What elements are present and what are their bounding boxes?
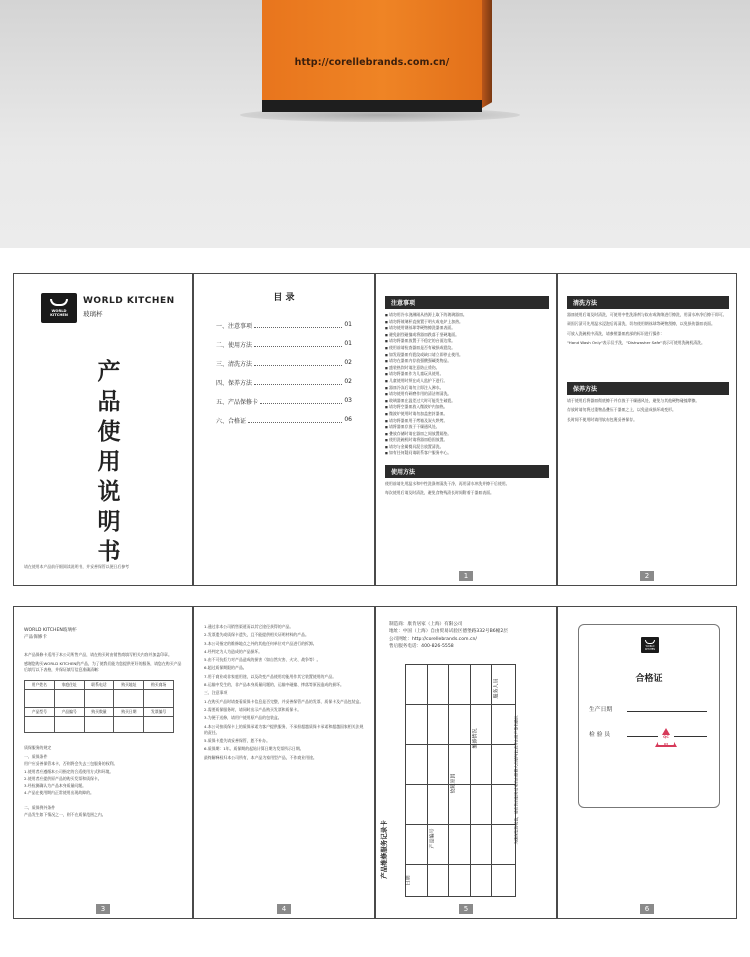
record-col-repair: 维修情况 <box>472 728 479 749</box>
record-column <box>428 665 450 896</box>
logo-line-1: WORLD <box>645 645 655 648</box>
cover-note: 请在使用本产品前仔细阅读说明书，并妥善保管以便日后参考 <box>24 564 130 569</box>
toc-item-label: 六、合格证 <box>216 418 247 425</box>
exception-item: 2.发票遗失或质保卡遗失，且不能提供相关证明材料的产品。 <box>204 632 309 638</box>
exceptions-text: 产品发生如下情况之一，则不在质保范围之内。 <box>24 812 106 818</box>
note-item: ■ 叠放存储时请在器皿之间放置隔垫。 <box>385 431 549 438</box>
note-item: ■ 请勿将器皿作为儿童玩具使用。 <box>385 371 549 378</box>
table-header-cell: 联系电话 <box>84 680 114 689</box>
rule-item: 1.使用者应遵循本公司指定的合适使用方式和环境。 <box>24 768 114 774</box>
certificate-card <box>578 624 720 808</box>
record-column <box>471 665 493 896</box>
table-header-cell: 产品型号 <box>25 707 55 716</box>
note-item: ■ 请勿将器皿用于烤箱及炭火烘烤。 <box>385 418 549 425</box>
section-heading-cleaning: 清洗方法 <box>567 296 729 309</box>
toc-item-page: 02 <box>344 378 352 385</box>
record-column <box>406 665 428 896</box>
rule-item: 用户应妥善保管本卡，否则将会失去三包服务的权利。 <box>24 761 118 767</box>
record-col-date: 日期 <box>405 875 412 886</box>
note-item: ■ 使用洗碗机时请将器皿稳固放置。 <box>385 437 549 444</box>
table-row <box>25 716 174 732</box>
table-header-cell: 用户姓名 <box>25 680 55 689</box>
exception-item: 1.通过非本公司销售渠道而以其它途径获得的产品。 <box>204 624 294 629</box>
exception-item: 8.运输中发生的，非产品本身质量问题的，运输中碰撞、摔落等原因造成的损坏。 <box>204 682 344 688</box>
cover-title-char: 说 <box>97 479 121 505</box>
exception-item: 7.用于商业或非家庭用途，以及改变产品使用功能用作其它装置使用的产品。 <box>204 673 337 679</box>
box-bottom-band <box>262 100 482 112</box>
section-heading-care: 保养方法 <box>567 382 729 395</box>
note-item: ■ 请勿将器皿放置于不稳定的台面边缘。 <box>385 338 549 345</box>
notice-item: 5.质保卡遗失请妥善保管，恕不补办。 <box>204 738 270 744</box>
box-side-edge <box>482 0 492 108</box>
page-number: 2 <box>640 571 654 581</box>
exception-item: 6.超过质保期限的产品。 <box>204 665 247 671</box>
rules-title: 质保服务的规定 <box>24 744 52 750</box>
logo-line-1: WORLD <box>51 309 67 313</box>
usage-paragraph: 使用前请先用温水和中性洗涤剂清洗干净，再用清水冲洗并擦干后使用。 <box>385 481 510 487</box>
note-item: ■ 请勿将玻璃杯直接置于明火或电炉上加热。 <box>385 319 549 326</box>
table-header-cell: 家庭住址 <box>54 680 84 689</box>
page-warranty <box>13 606 193 919</box>
cleaning-column <box>567 292 729 426</box>
care-paragraph: 存放时请勿将过重物品叠压于器皿之上，以免造成损坏或变形。 <box>567 407 676 413</box>
certificate-logo <box>641 637 659 653</box>
usage-paragraph: 每次使用后请及时清洗，避免食物残渍长时间附着于器皿表面。 <box>385 490 494 496</box>
cover-title-char: 品 <box>97 389 121 415</box>
stamp-line-2: 03 <box>663 742 669 746</box>
service-record-grid <box>405 664 516 897</box>
page-number: 1 <box>459 571 473 581</box>
notice-item: 2.需要质保服务时，请同时出示产品购买发票和质保卡。 <box>204 706 302 712</box>
note-item: ■ 请勿使用钢丝球等硬物擦洗器皿表面。 <box>385 325 549 332</box>
maker-info <box>389 621 549 651</box>
note-item: ■ 避免剧烈碰撞或将器皿跌落于坚硬地面。 <box>385 332 549 339</box>
toc-item-page: 03 <box>344 397 352 404</box>
section-heading-notes: 注意事项 <box>385 296 549 309</box>
record-col-fault: 故障原因 <box>450 773 457 794</box>
exception-item: 4.经判定为人为造成的产品损坏。 <box>204 648 263 654</box>
record-column <box>492 665 515 896</box>
page-cover <box>13 273 193 586</box>
box-url-text: http://corellebrands.com.cn/ <box>294 57 450 68</box>
page-warranty-continued <box>193 606 375 919</box>
toc-item-label: 一、注意事项 <box>216 323 253 330</box>
note-item: ■ 使用前请检查器皿是否有破损或裂纹。 <box>385 345 549 352</box>
note-item: ■ 请勿与金属餐具混合放置清洗。 <box>385 444 549 451</box>
toc-item <box>216 378 352 387</box>
brand-name-en: WORLD KITCHEN <box>83 296 175 306</box>
care-paragraph: 长时间不使用时请用软布包裹妥善保存。 <box>567 416 638 422</box>
table-header-cell: 购买数量 <box>84 707 114 716</box>
toc-item <box>216 397 352 406</box>
exceptions-title: 二、质保例外条件 <box>24 804 56 810</box>
note-item: ■ 器皿冷冻后请勿立即注入沸水。 <box>385 385 549 392</box>
rules-subtitle: 一、质保条件 <box>24 754 48 759</box>
page-notes <box>375 273 557 586</box>
toc-item-label: 二、使用方法 <box>216 342 253 349</box>
care-paragraph: 请于使用后将器皿彻底擦干并存放于干燥通风处，避免与其他硬物碰撞摩擦。 <box>567 398 700 404</box>
toc-item-page: 01 <box>344 340 352 347</box>
note-item: ■ 如发现器皿有裂纹或缺口请立即停止使用。 <box>385 352 549 359</box>
table-header-cell: 产品编号 <box>54 707 84 716</box>
toc-item <box>216 416 352 425</box>
record-side-note: 为确保您的权益，请在售后服务结束后由维修人员填写此表并由用户签名确认 <box>513 715 519 845</box>
brand-logo <box>41 293 77 323</box>
brand-name-cn: 玻璃杯 <box>83 310 103 318</box>
notice-item: 最终解释权归本公司所有，本产品为家用型产品，不作商业用途。 <box>204 754 317 760</box>
toc-title: 目 录 <box>273 293 295 303</box>
warranty-paragraph: 感谢您购买WORLD KITCHEN的产品，为了使我们能为您提供更好的服务，请您在购买产品后填写以下表格，并保证填写信息准确清晰： <box>24 661 182 673</box>
notice-item: 1.在购买产品时请查看质保卡信息是否完整，并妥善保管产品的发票、质保卡及产品包装盒。 <box>204 698 364 704</box>
warranty-company: WORLD KITCHEN玻璃杯 <box>24 628 77 633</box>
maker-website: 公司网址：http://corellebrands.com.cn/ <box>389 636 477 642</box>
toc-item-page: 02 <box>344 359 352 366</box>
box-front-face <box>262 0 482 100</box>
note-item: ■ 儿童使用时须在成人监护下进行。 <box>385 378 549 385</box>
bowl-icon <box>50 299 68 306</box>
certificate-title: 合格证 <box>635 674 663 684</box>
toc-item-page: 06 <box>344 416 352 423</box>
page-toc <box>193 273 375 586</box>
note-item: ■ 请勿用冷水浇淋刚从热源上取下的玻璃器皿。 <box>385 312 549 319</box>
record-col-product-no: 产品编号 <box>429 828 436 849</box>
cover-title-char: 用 <box>97 449 121 475</box>
cover-title-char: 明 <box>97 509 121 535</box>
cover-title-char: 产 <box>97 359 121 385</box>
cleaning-paragraph: 可放入洗碗机中清洗，请参照器皿底部的标识进行操作： <box>567 330 665 336</box>
note-item: ■ 盛装热饮时请注意防止烫伤。 <box>385 365 549 372</box>
notice-item: 3.为便于送修，请用户使用原产品的包装盒。 <box>204 715 282 721</box>
warranty-paragraph: 本产品保修卡适用于本公司所售产品，请在购买时由销售商填写相关内容并加盖印章。 <box>24 651 172 657</box>
note-item: ■ 玻璃器皿在温差过大时可能发生破裂。 <box>385 398 549 405</box>
warranty-info-table <box>24 680 174 733</box>
page-number: 5 <box>459 904 473 914</box>
production-date-label: 生产日期 <box>589 707 613 713</box>
logo-line-2: KITCHEN <box>645 648 655 651</box>
page-number: 6 <box>640 904 654 914</box>
product-photo <box>0 0 750 248</box>
page-service-record <box>375 606 557 919</box>
table-row <box>25 689 174 707</box>
toc-item <box>216 340 352 349</box>
toc-item-label: 四、保养方法 <box>216 380 253 387</box>
warranty-column <box>24 627 184 821</box>
rule-item: 4.产品在使用期内正常使用出现故障的。 <box>24 790 94 796</box>
section-heading-usage: 使用方法 <box>385 465 549 478</box>
toc-item-label: 五、产品保修卡 <box>216 399 259 406</box>
note-item: ■ 请将器皿存放于干燥通风处。 <box>385 424 549 431</box>
exception-item: 3.本公司指定的维修地点之外的其他任何单位对产品进行的拆卸。 <box>204 640 317 646</box>
table-header-cell: 购买地址 <box>114 680 144 689</box>
toc-item-page: 01 <box>344 321 352 328</box>
inspector-label: 检 验 员 <box>589 732 611 738</box>
cover-title-char: 书 <box>97 539 121 565</box>
record-card-title: 产品维修服务记录卡 <box>379 820 388 879</box>
table-header-cell: 发票编号 <box>144 707 174 716</box>
production-date-line <box>627 711 707 712</box>
logo-text <box>641 645 659 651</box>
logo-text <box>43 309 75 318</box>
toc-item-label: 三、清洗方法 <box>216 361 253 368</box>
notes-column <box>385 292 549 500</box>
maker-name: 制造商：康肯居家（上海）有限公司 <box>389 622 463 627</box>
cover-title-char: 使 <box>97 419 121 445</box>
rule-item: 3.经检测确认为产品本身质量问题。 <box>24 783 87 789</box>
notice-item: 4.本公司按质保卡上的质保承诺为客户提供服务，不承担超越质保卡承诺和超越国家相关法规的责任。 <box>204 723 364 735</box>
cleaning-paragraph: 器皿使用后请及时清洗，可使用中性洗涤剂与软布或海绵进行擦洗，用清水冲净后擦干即可。 <box>567 312 727 317</box>
record-column <box>449 665 471 896</box>
rule-item: 2.使用者应提供原产品的购买发票和质保卡。 <box>24 775 102 781</box>
service-phone: 售后服务电话：400-826-5558 <box>389 644 454 650</box>
exception-item: 5.由不可抗拒力对产品造成的损害（如自然灾害、火灾、战争等）。 <box>204 657 321 663</box>
note-item: ■ 微波炉使用时请勿加盖密封器皿。 <box>385 411 549 418</box>
page-number: 3 <box>96 904 110 914</box>
note-item: ■ 请勿在器皿内存放强酸强碱类物品。 <box>385 358 549 365</box>
table-row <box>25 707 174 716</box>
cleaning-paragraph: 顽固污渍可先用温水浸泡后再清洗，切勿使用钢丝球等硬物刮擦，以免损伤器皿表面。 <box>567 321 715 327</box>
toc-item <box>216 359 352 368</box>
table-header-cell: 购买商场 <box>144 680 174 689</box>
warranty-card-title: 产品保修卡 <box>24 635 47 641</box>
table-header-cell: 购买日期 <box>114 707 144 716</box>
exceptions-column <box>204 624 366 763</box>
cover-title <box>94 357 124 567</box>
maker-address: 地址：中国（上海）自由贸易试验区德堡路332号B6幢2层 <box>389 629 508 635</box>
note-item: ■ 如有任何疑问请联系客户服务中心。 <box>385 450 549 457</box>
page-number: 4 <box>277 904 291 914</box>
bowl-icon <box>645 640 655 644</box>
logo-line-2: KITCHEN <box>50 313 68 318</box>
cleaning-paragraph: "Hand Wash Only"表示仅手洗，"Dishwasher Safe"表示可使用洗碗机清洗。 <box>567 339 705 345</box>
record-col-staff: 服务人员 <box>493 678 500 699</box>
page-certificate <box>557 606 737 919</box>
table-row <box>25 680 174 689</box>
page-cleaning <box>557 273 737 586</box>
note-item: ■ 请勿将空器皿放入微波炉内加热。 <box>385 404 549 411</box>
stamp-line-1: QC <box>663 735 669 739</box>
notice-item: 6.质保期：1年。质保期的起始计算日期为发票所示日期。 <box>204 746 304 752</box>
note-item: ■ 请勿使用有研磨作用的清洁剂清洗。 <box>385 391 549 398</box>
toc-item <box>216 321 352 330</box>
notice-title: 三、注意事项 <box>204 690 228 696</box>
